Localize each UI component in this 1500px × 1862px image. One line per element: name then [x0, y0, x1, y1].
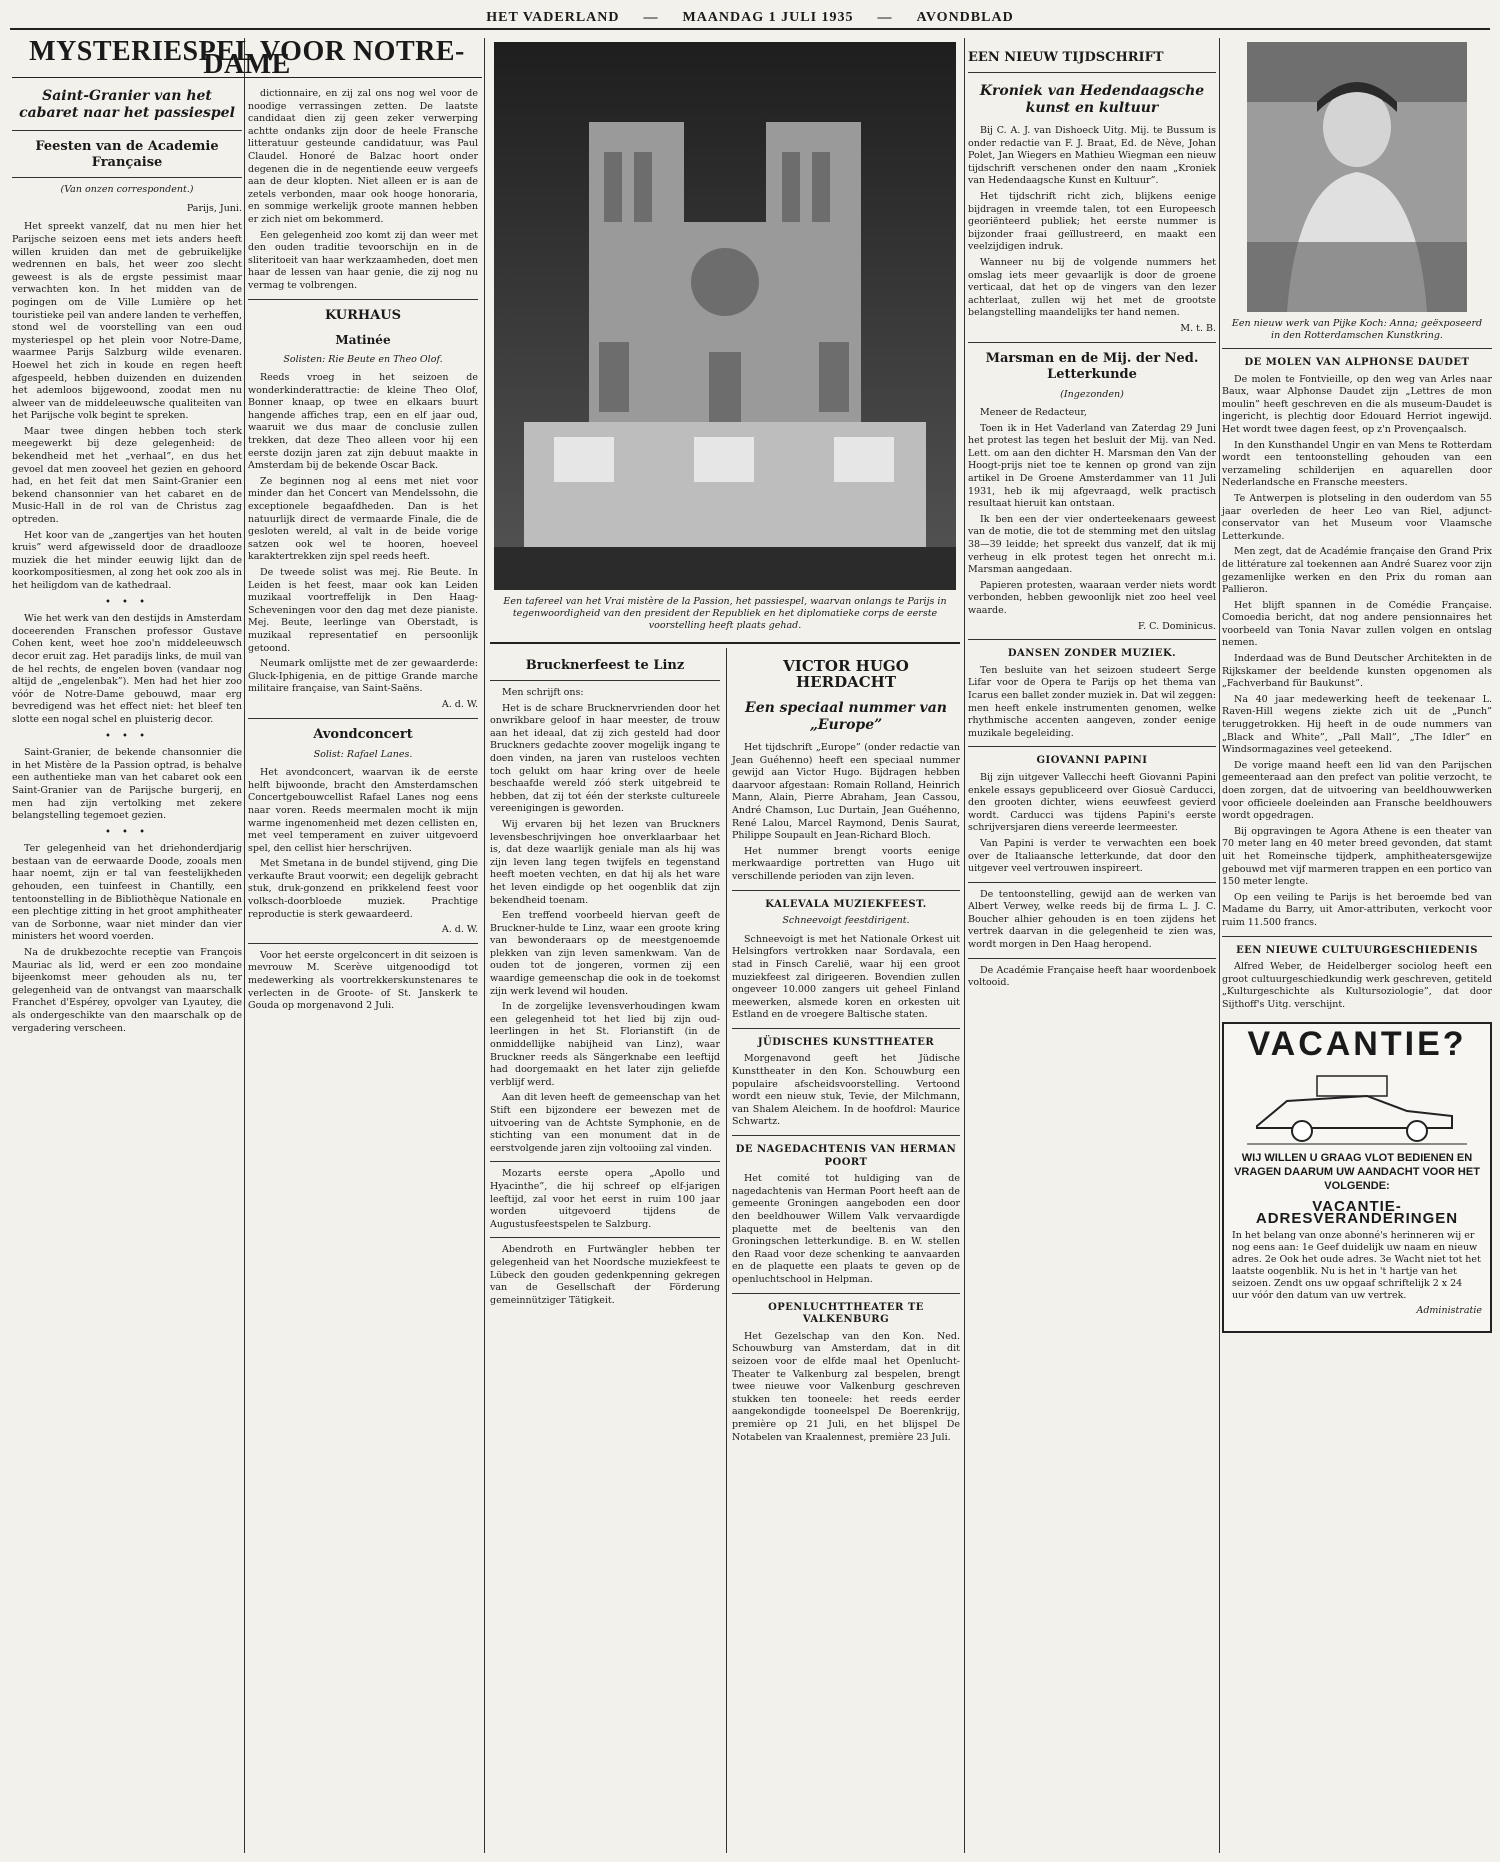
- paragraph: Abendroth en Furtwängler hebben ter gelegenheid van het Noordsche muziekfeest te Lübeck den gouden gedenkpenning gekregen van de Gesellschaft der Förderung gemeinnütziger Tätigkeit.: [490, 1244, 720, 1306]
- paragraph: Op een veiling te Parijs is het beroemde bed van Madame du Barry, uit Amor-attributen, verkocht voor ruim 11.500 francs.: [1222, 891, 1492, 928]
- paragraph: Maar twee dingen hebben toch sterk meegewerkt bij deze gelegenheid: de bekendheid met het „verhaal”, en dus het gevoel dat men zooveel het gezien en gehoord had, en het feit dat men Saint-Granier een bekend chansonnier van het cabaret en de Music-Hall in de rol van de Christus zag optreden.: [12, 425, 242, 526]
- subheadline: Saint-Granier van het cabaret naar het passiespel: [19, 88, 235, 122]
- section-subheadline: Matinée: [335, 332, 391, 347]
- soloists-line: Solist: Rafael Lanes.: [313, 748, 413, 760]
- dateline: Parijs, Juni.: [186, 202, 242, 214]
- notre-dame-photo: [494, 42, 956, 590]
- paragraph: Alfred Weber, de Heidelberger sociolog heeft een groot cultuurgeschiedkundig werk geschreven, getiteld „Kulturgeschichte als Kultursoziologie”, dat door Sijthoff's Uitg. verschijnt.: [1222, 961, 1492, 1010]
- paragraph: Een treffend voorbeeld hiervan geeft de Bruckner-hulde te Linz, waar een groote kring van bewonderaars op de meestgenoemde plekken van zijn leven samenkwam. Van de ouden tot de jongeren, vormen zij een waardige gemeenschap die ook in de toekomst zijn werk levend wil houden.: [490, 910, 720, 997]
- section-headline: Brucknerfeest te Linz: [525, 658, 685, 673]
- section-subheadline: Schneevoigt feestdirigent.: [782, 915, 910, 927]
- divider: [490, 642, 960, 644]
- divider: [968, 342, 1216, 343]
- paragraph: Ten besluite van het seizoen studeert Serge Lifar voor de Opera te Parijs op het thema van Icarus een ballet zonder muziek in. Dat wil zeggen: men heeft enkele instrumenten genomen, welke rhythmische accenten aangeven, zonder eenige muzikale begeleiding.: [968, 664, 1216, 739]
- paragraph: Na 40 jaar medewerking heeft de teekenaar L. Raven-Hill wegens ziekte zich uit de „Punch” teruggetrokken. Hij heeft in de oude nummers van „Black and White”, „Pall Mall”, „The Idler” en Windsormagazines veel geteekend.: [1222, 693, 1492, 756]
- section-headline: KALEVALA MUZIEKFEEST.: [765, 898, 927, 910]
- divider: [490, 1237, 720, 1238]
- soloists-line: Solisten: Rie Beute en Theo Olof.: [283, 353, 443, 365]
- portrait-caption: Een nieuw werk van Pijke Koch: Anna; geëxposeerd in den Rotterdamschen Kunstkring.: [1231, 318, 1483, 341]
- section-headline: JÜDISCHES KUNSTTHEATER: [757, 1036, 935, 1048]
- issue-date: MAANDAG 1 JULI 1935: [682, 10, 854, 25]
- paragraph: Ter gelegenheid van het driehonderdjarig bestaan van de eerwaarde Doode, zooals men haar noemt, zijn er tal van feestelijkheden gehouden, een tuinfeest in Chantilly, een tentoonstelling in de Bibliothèque Nationale en een plechtige zitting in het groot amphitheater van de Sorbonne, waar niet minder dan vier ministers het woord voerden.: [12, 843, 242, 943]
- portrait-image: [1247, 42, 1467, 312]
- paragraph: Na de drukbezochte receptie van François Mauriac als lid, werd er een zoo mondaine bijeenkomst meer gehouden als nu, ter gelegenheid van de ontvangst van maarschalk Franchet d'Espérey, opvolger van Lyautey, die als ondergeschikte van den maarschalk op de vergadering verscheen.: [12, 947, 242, 1034]
- paragraph: Voor het eerste orgelconcert in dit seizoen is mevrouw M. Scerève uitgenoodigd tot medewerking als voortrekkerskunstenares te verlecten in de Groote- of St. Janskerk te Gouda op morgenavond 2 Juli.: [248, 949, 478, 1012]
- vacation-advertisement: [1222, 1022, 1492, 1334]
- column-2: [248, 88, 478, 1853]
- divider: [968, 72, 1216, 73]
- subheadline-2: Feesten van de Academie Française: [35, 139, 219, 171]
- section-separator: • • •: [104, 596, 150, 608]
- divider: [732, 1135, 960, 1136]
- ad-intro: WIJ WILLEN U GRAAG VLOT BEDIENEN EN VRAGEN DAARUM UW AANDACHT VOOR HET VOLGENDE:: [1234, 1151, 1480, 1192]
- section-headline: DE NAGEDACHTENIS VAN HERMAN POORT: [735, 1144, 957, 1168]
- notre-dame-image: [494, 42, 956, 590]
- paragraph: De molen te Fontvieille, op den weg van Arles naar Baux, waar Alphonse Daudet zijn „Lettres de mon moulin” heeft geschreven en die als museum-Daudet is ingericht, is plechtig door Edouard Herriot ingewijd. Het wordt twee dagen feest, op z'n Provençaalsch.: [1222, 373, 1492, 435]
- paragraph: Schneevoigt is met het Nationale Orkest uit Helsingfors vertrokken naar Sordavala, een stad in Finsch Carelië, waar hij een groot muziekfeest zal dirigeeren. Bovendien zullen ongeveer 10.000 zangers uit geheel Finland meewerken, alsmede koren en orkesten uit Estland en de vroegere Baltische staten.: [732, 933, 960, 1021]
- paragraph: Het avondconcert, waarvan ik de eerste helft bijwoonde, bracht den Amsterdamschen Concertgebouwcellist Rafael Lanes nog eens naar voren. Reeds meermalen mocht ik mijn warme ingenomenheid met dezen cellisten en, met veel temperament en zuiver uitgevoerd spel, den cellist hier herschrijven.: [248, 767, 478, 854]
- section-headline: DANSEN ZONDER MUZIEK.: [1007, 648, 1177, 660]
- paragraph: Aan dit leven heeft de gemeenschap van het Stift een bijzondere eer bewezen met de uitvoering van de Achtste Symphonie, en de stichting van een monument dat in de eerstvolgende jaren zijn voltooiing zal vinden.: [490, 1092, 720, 1154]
- divider: [248, 943, 478, 944]
- edition: AVONDBLAD: [916, 10, 1014, 25]
- section-headline: OPENLUCHTTHEATER TE VALKENBURG: [768, 1301, 924, 1326]
- photo-caption: Een tafereel van het Vrai mistère de la Passion, het passiespel, waarvan onlangs te Parijs in tegenwoordigheid van den president der Republiek en het diplomatieke corps de eerste voorstelling heeft plaats gehad.: [503, 596, 947, 631]
- column-4: [968, 42, 1216, 1852]
- section-headline: Avondconcert: [313, 726, 413, 742]
- signature: A. d. W.: [441, 698, 478, 710]
- section-headline: GIOVANNI PAPINI: [1036, 755, 1148, 767]
- divider: [12, 177, 242, 178]
- section-headline: KURHAUS: [324, 307, 402, 323]
- section-headline: Marsman en de Mij. der Ned. Letterkunde: [985, 350, 1199, 382]
- divider: [1222, 348, 1492, 349]
- column-rule: [726, 648, 727, 1853]
- paragraph: Inderdaad was de Bund Deutscher Architekten in de Rijkskamer der beeldende kunsten opgenomen als „Fachverband für Baukunst”.: [1222, 653, 1492, 690]
- section-headline: DE MOLEN VAN ALPHONSE DAUDET: [1244, 357, 1470, 368]
- masthead: [10, 8, 1490, 30]
- paragraph: Ik ben een der vier onderteekenaars geweest van de motie, die tot de stemming met den uitslag 38—39 leidde; het spreekt dus vanzelf, dat ik mij verheug in elk protest tegen het onrecht m.i. Marsman aangedaan.: [968, 513, 1216, 576]
- divider: [490, 1161, 720, 1162]
- paragraph: Het nummer brengt voorts eenige merkwaardige portretten van Hugo uit verschillende perioden van zijn leven.: [732, 845, 960, 882]
- ad-title: VACANTIE?: [1247, 1024, 1467, 1063]
- divider: [968, 639, 1216, 640]
- paragraph: Bij C. A. J. van Dishoeck Uitg. Mij. te Bussum is onder redactie van F. J. Braat, Ed. de Nève, Johan Polet, Jan Wiegers en Mathieu Wiegman een nieuw tijdschrift verschenen onder den naam „Kroniek van Hedendaagsche Kunst en Kultuur”.: [968, 125, 1216, 187]
- paragraph: Ze beginnen nog al eens met niet voor minder dan het Concert van Mendelssohn, die exceptionele begaafdheden. Dan is het natuurlijk direct de vermaarde Finale, die de gesloten wereld, al valt in de beide vorige satzen ook wel te hooren, hoeveel karaktertrekken zijn spel reeds heeft.: [248, 475, 478, 563]
- paragraph: Het blijft spannen in de Comédie Française. Comoedia bericht, dat nog andere pensionnaires het voorbeeld van Tonia Navar zullen volgen en ontslag nemen.: [1222, 599, 1492, 649]
- signature: A. d. W.: [441, 924, 478, 936]
- divider: [732, 1293, 960, 1294]
- divider: [248, 299, 478, 300]
- column-5: [1222, 42, 1492, 1852]
- divider: [732, 1028, 960, 1029]
- ad-body: In het belang van onze abonné's herinneren wij er nog eens aan: 1e Geef duidelijk uw naam en nieuw adres. 2e Ook het oude adres. 3e Wacht niet tot het laatste oogenblik. Nu is het in 't hartje van het seizoen. Zendt ons uw opgaaf schriftelijk 2 x 24 uur vóór den datum van uw vertrek.: [1232, 1229, 1481, 1301]
- paragraph: De vorige maand heeft een lid van den Parijschen gemeenteraad aan den prefect van politie verzocht, te doen zorgen, dat de uitvoering van beeldhouwwerken voor officieele doeleinden aan Fransche beeldhouwers wordt opgedragen.: [1222, 759, 1492, 822]
- paragraph: Papieren protesten, waaraan verder niets wordt verbonden, hebben gewoonlijk niet zoo heel veel waarde.: [968, 579, 1216, 616]
- paragraph: Het comité tot huldiging van de nagedachtenis van Herman Poort heeft aan de gemeente Groningen aangeboden een door den beeldhouwer Willem Valk vervaardigde plaquette met de beeltenis van den Groningschen letterkundige. B. en W. stellen den Raad voor deze schenking te aanvaarden en de plaquette een plaats te geven op de openluchtschool in Helpman.: [732, 1173, 960, 1285]
- section-headline: EEN NIEUW TIJDSCHRIFT: [968, 50, 1164, 65]
- section-subheadline: (Ingezonden): [1060, 388, 1124, 400]
- paragraph: Het Gezelschap van den Kon. Ned. Schouwburg van Amsterdam, dat in dit seizoen voor de elfde maal het Openlucht-Theater te Valkenburg zal bespelen, brengt twee nieuwe voor Valkenburg geschreven stukken ten tooneele: het reeds eerder aangekondigde tooneelspel De Boerenkrijg, première op 21 Juli, en het blijspel De Notabelen van Kraalennest, première 23 Juli.: [732, 1330, 960, 1443]
- signature: M. t. B.: [1180, 322, 1216, 334]
- photo-block: [490, 42, 960, 642]
- paragraph: Mozarts eerste opera „Apollo und Hyacinthe”, die hij schreef op elf-jarigen leeftijd, zal voor het eerst in ruim 100 jaar worden uitgevoerd tijdens de Augustusfeestspelen te Salzburg.: [490, 1168, 720, 1230]
- column-rule: [1219, 38, 1220, 1853]
- divider: [12, 130, 242, 131]
- ad-signature: Administratie: [1416, 1304, 1482, 1316]
- paragraph: Bij zijn uitgever Vallecchi heeft Giovanni Papini enkele essays gepubliceerd over Giosuè Carducci, den grooten dichter, wiens eeuwfeest gevierd wordt. Carducci was tijdens Papini's eerste schrijversjaren diens vereerde leermeester.: [968, 771, 1216, 834]
- paragraph: De tentoonstelling, gewijd aan de werken van Albert Verwey, welke reeds bij de firma L. J. C. Boucher alhier gehouden is en toen zijdens het vertrek daarvan in die gelegenheid te zien was, wordt morgen in Den Haag heropend.: [968, 888, 1216, 951]
- divider: [968, 882, 1216, 883]
- paragraph: Reeds vroeg in het seizoen de wonderkinderattractie: de kleine Theo Olof, Bonner knaap, op twee en elkaars buurt hangende affiches trap, een en elf jaar oud, waaruit we dus maar de conclusie zullen trekken, dat deze Theo alleen voor hij een eerste dozijn jaren zat zijn debuut maakte in Amsterdam bij de bekende Oscar Back.: [248, 372, 478, 472]
- paragraph: Neumark omlijstte met de zer gewaarderde: Gluck-Iphigenia, en de pittige Grande marche militaire française, van Saint-Saëns.: [248, 658, 478, 695]
- paragraph: Een gelegenheid zoo komt zij dan weer met den ouden traditie tevoorschijn en in de sliteritoeit van haar werkzaamheden, doet men haar de lessen van haar genie, die zij nog nu vermag te volbrengen.: [248, 229, 478, 291]
- section-subheadline: Een speciaal nummer van „Europe”: [745, 700, 947, 733]
- signature: F. C. Dominicus.: [1138, 620, 1216, 632]
- paragraph: Saint-Granier, de bekende chansonnier die in het Mistère de la Passion optrad, is behalve een authentieke man van het cabaret ook een Saint-Granier van de Parijsche burgerij, en men had zijn vertolking met zekere belangstelling tegemoet gezien.: [12, 747, 242, 822]
- paper-name: HET VADERLAND: [486, 10, 620, 25]
- masthead-dash: —: [877, 10, 893, 25]
- paragraph: Men schrijft ons:: [502, 687, 584, 698]
- masthead-dash: —: [643, 10, 659, 25]
- divider: [248, 718, 478, 719]
- column-rule: [244, 38, 245, 1853]
- paragraph: Toen ik in Het Vaderland van Zaterdag 29 Juni het protest las tegen het besluit der Mij. van Ned. Lett. om aan den dichter H. Marsman den Van der Hoogt-prijs niet toe te kennen op grond van zijn artikel in De Groene Amsterdammer van 11 Juli 1931, heb ik mij afgevraagd, welk practisch resultaat hieruit kan ontstaan.: [968, 422, 1216, 510]
- paragraph: Met Smetana in de bundel stijvend, ging Die verkaufte Braut voorwit; een degelijk gebracht stuk, druk-gonzend en prikkelend feest voor volksch-doorbloede muziek. Prachtige reproductie is sterk gewaardeerd.: [248, 858, 478, 920]
- paragraph: Wanneer nu bij de volgende nummers het omslag iets meer gevaarlijk is door de groene verticaal, dat het op de vingers van den lezer achterlaat, zullen wij het met de grootste belangstelling maandelijks ter hand nemen.: [968, 256, 1216, 319]
- paragraph: In den Kunsthandel Ungir en van Mens te Rotterdam wordt een tentoonstelling gehouden van een verzameling schilderijen en aquarellen door Nederlandsche en Fransche meesters.: [1222, 439, 1492, 489]
- paragraph: In de zorgelijke levensverhoudingen kwam een gelegenheid tot het lied bij zijn oud-leerlingen in het St. Florianstift (in de onmiddellijke nabijheid van Linz), waar Bruckner reeds als Sängerknabe een leeftijd had doorgemaakt en het later zijn geliefde verblijf werd.: [490, 1001, 720, 1088]
- paragraph: Het tijdschrift richt zich, blijkens eenige bijdragen in vreemde talen, tot een Europeesch georiënteerd publiek; het eerste nummer is bijzonder fraai geïllustreerd, en maakt een veelzijdigen indruk.: [968, 190, 1216, 253]
- divider: [968, 746, 1216, 747]
- paragraph: Meneer de Redacteur,: [980, 407, 1087, 419]
- column-rule: [964, 38, 965, 1853]
- paragraph: Het spreekt vanzelf, dat nu men hier het Parijsche seizoen eens met iets anders heeft willen kruiden dan met de gebruikelijke wedrennen en bals, het weer zoo slecht geweest is als de ergste pessimist maar verwachten kon. In het midden van de pogingen om de Ville Lumière op het touristieke peil van andere landen te verheffen, stond wel de voorstelling van een oud mysteriespel op het plein voor Notre-Dame, waarmee Parijs Salzburg wilde evenaren. Hoewel het zich in koude en regen heeft afgespeeld, hebben duizenden en duizenden het ademloos bijgewoond, zoodat men nu alweer van de middeleeuwsche qualiteiten van het Parijsche volk begint te spreken.: [12, 221, 242, 422]
- paragraph: De Académie Française heeft haar woordenboek voltooid.: [968, 964, 1216, 989]
- divider: [968, 958, 1216, 959]
- byline: (Van onzen correspondent.): [60, 184, 194, 196]
- column-3-left: [490, 650, 720, 1850]
- paragraph: Het tijdschrift „Europe” (onder redactie van Jean Guéhenno) heeft een speciaal nummer gewijd aan Victor Hugo. Bijdragen hebben daarvoor afgestaan: Romain Rolland, Heinrich Mann, Alain, Pierre Abraham, Jean Cassou, André Chamson, Luc Durtain, Jean Guéhenno, René Lalou, Marcel Raymond, Denis Saurat, Philippe Soupault en Jean-Richard Bloch.: [732, 742, 960, 842]
- portrait-photo: [1247, 42, 1467, 312]
- car-illustration-icon: [1247, 1056, 1467, 1146]
- paragraph: Morgenavond geeft het Jüdische Kunsttheater in den Kon. Schouwburg een populaire afscheidsvoorstelling. Vertoond wordt een nieuw stuk, Tevie, der Milchmann, van Shalem Aleichem. In de hoofdrol: Maurice Schwartz.: [732, 1053, 960, 1128]
- paragraph: Het koor van de „zangertjes van het houten kruis” werd afgewisseld door de draadlooze muziek die het minder eeuwig lijkt dan de koorkompositiesmen, al zong het ook zoo als in het heiligdom van de kathedraal.: [12, 529, 242, 591]
- paragraph: Bij opgravingen te Agora Athene is een theater van 70 meter lang en 40 meter breed gevonden, dat stamt uit het Romeinsche tijdperk, amphitheatersgewijze gebouwd met vijf marmeren trappen en een portico van 150 meter lengte.: [1222, 825, 1492, 888]
- paragraph: Van Papini is verder te verwachten een boek over de Italiaansche letterkunde, dat door den uitgever veel vertrouwen inspireert.: [968, 837, 1216, 875]
- divider: [732, 890, 960, 891]
- divider: [490, 680, 720, 681]
- section-subheadline: Kroniek van Hedendaagsche kunst en kultuur: [979, 83, 1205, 116]
- paragraph: Te Antwerpen is plotseling in den ouderdom van 55 jaar overleden de heer Leo van Riel, adjunct-conservator van het Museum voor Vlaamsche Letterkunde.: [1222, 492, 1492, 542]
- ad-heading: VACANTIE-ADRESVERANDERINGEN: [1255, 1197, 1459, 1228]
- paragraph: Men zegt, dat de Académie française den Grand Prix de littérature zal toekennen aan André Suarez voor zijn gezamenlijke werken en den Prix du roman aan Pallieron.: [1222, 546, 1492, 596]
- paragraph: Het is de schare Brucknervrienden door het onwrikbare geloof in haar meester, de trouw aan het ideaal, dat zij zich gesteld had door Bruckners gedachte zoover mogelijk ingang te doen vinden, na jaren van rusteloos vechten toch gelukt om haar kring over de heele beschaafde wereld zóó sterk uitgebreid te hebben, dat zij tot één der sterkste cultureele vereenigingen is geworden.: [490, 702, 720, 815]
- section-headline: EEN NIEUWE CULTUURGESCHIEDENIS: [1236, 944, 1478, 956]
- paragraph: dictionnaire, en zij zal ons nog wel voor de noodige verrassingen zetten. De laatste candidaat dien zij geen zeker verwerping achtte ondanks zijn door de heele Fransche litteratuur gesteunde candidatuur, was Paul Claudel. Honoré de Balzac hoort onder degenen die in de negentiende eeuw vergeefs aan de deur klopten. Niet alleen er is aan de zetels verbonden, maar ook hooge honoraria, en sommige werkelijk groote mannen hebben er zich niet om bekommerd.: [248, 88, 478, 225]
- column-rule: [484, 38, 485, 1853]
- section-headline: VICTOR HUGO HERDACHT: [783, 657, 909, 691]
- paragraph: De tweede solist was mej. Rie Beute. In Leiden is het feest, maar ook kan Leiden muzikaal voortreffelijk in Den Haag-Scheveningen voor den dag met deze pianiste. Mej. Beute, leerlinge van Oberstadt, is muzikaal representatief en persoonlijk getoond.: [248, 567, 478, 654]
- section-separator: • • •: [104, 730, 150, 742]
- divider: [1222, 936, 1492, 937]
- paragraph: Wie het werk van den destijds in Amsterdam doceerenden Franschen professor Gustave Cohen kent, weet hoe zoo'n middeleeuwsch decor eruit zag. Het paradijs links, de muil van de hel rechts, de engelen boven (vandaar nog altijd de „engelenbak”). Men had het hier zoo vóór de Notre-Dame gebouwd, maar erg bevredigend was het effect niet: het bleef ten slotte een nogal schel en pluisterig decor.: [12, 613, 242, 725]
- column-3-right: [732, 650, 960, 1850]
- section-separator: • • •: [104, 826, 150, 838]
- paragraph: Wij ervaren bij het lezen van Bruckners levensbeschrijvingen hoe onverklaarbaar het is, dat deze waarlijk geniale man als hij was zijn leven lang tegen twijfels en tegenstand heeft moeten vechten, en dat hij als het ware het leven eindigde op het oogenblik dat zijn bekendheid toenam.: [490, 818, 720, 906]
- main-headline: MYSTERIESPEL VOOR NOTRE-DAME: [12, 46, 482, 78]
